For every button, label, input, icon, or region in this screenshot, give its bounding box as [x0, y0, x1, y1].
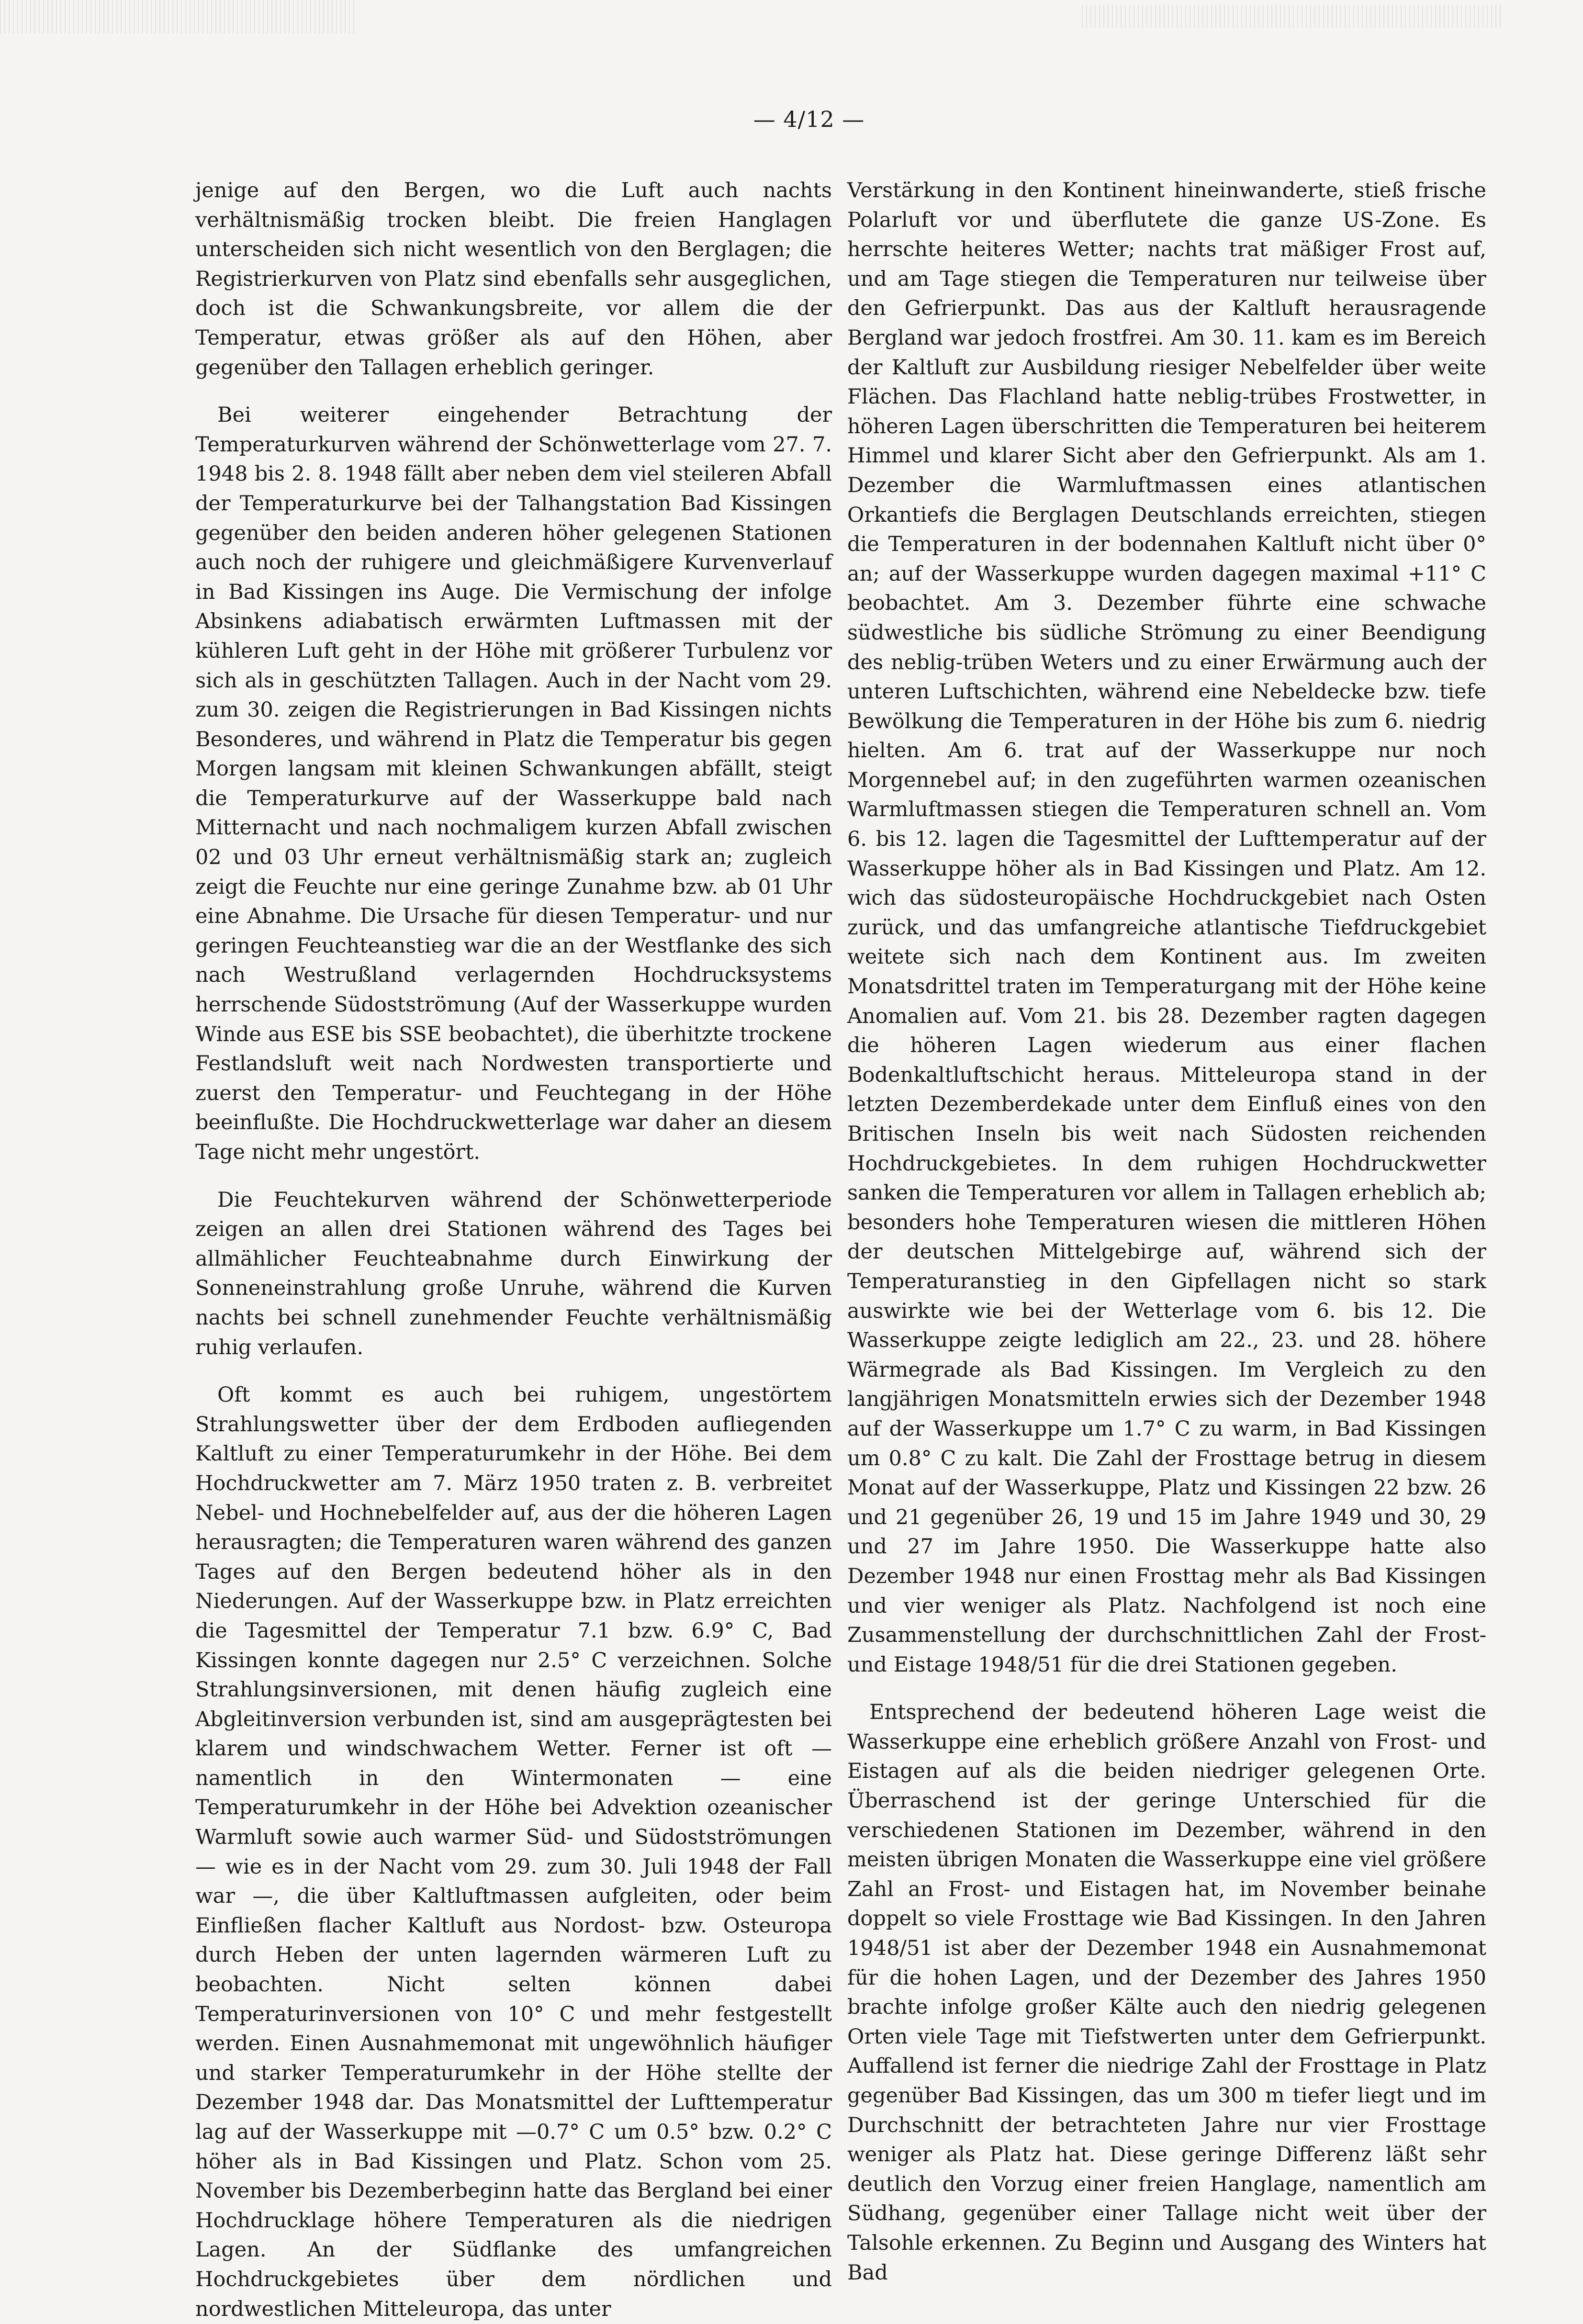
right-column: [847, 176, 1486, 2288]
paragraph: Oft kommt es auch bei ruhigem, ungestörtem Strahlungswetter über der dem Erdboden aufliegenden Kaltluft zu einer Temperaturumkehr in der Höhe. Bei dem Hochdruckwetter am 7. März 1950 traten z. B. verbreitet Nebel- und Hochnebelfelder auf, aus der die höheren Lagen herausragten; die Temperaturen waren während des ganzen Tages auf den Bergen bedeutend höher als in den Niederungen. Auf der Wasserkuppe bzw. in Platz erreichten die Tagesmittel der Temperatur 7.1 bzw. 6.9° C, Bad Kissingen konnte dagegen nur 2.5° C verzeichnen. Solche Strahlungsinversionen, mit denen häufig zugleich eine Abgleitinversion verbunden ist, sind am ausgeprägtesten bei klarem und windschwachem Wetter. Ferner ist oft — namentlich in den Wintermonaten — eine Temperaturumkehr in der Höhe bei Advektion ozeanischer Warmluft sowie auch warmer Süd- und Südostströmungen — wie es in der Nacht vom 29. zum 30. Juli 1948 der Fall war —, die über Kaltluftmassen aufgleiten, oder beim Einfließen flacher Kaltluft aus Nordost- bzw. Osteuropa durch Heben der unten lagernden wärmeren Luft zu beobachten. Nicht selten können dabei Temperaturinversionen von 10° C und mehr festgestellt werden. Einen Ausnahmemonat mit ungewöhnlich häufiger und starker Temperaturumkehr in der Höhe stellte der Dezember 1948 dar. Das Monatsmittel der Lufttemperatur lag auf der Wasserkuppe mit —0.7° C um 0.5° bzw. 0.2° C höher als in Bad Kissingen und Platz. Schon vom 25. November bis Dezemberbeginn hatte das Bergland bei einer Hochdrucklage höhere Temperaturen als die niedrigen Lagen. An der Südflanke des umfangreichen Hochdruckgebietes über dem nördlichen und nordwestlichen Mitteleuropa, das unter: [195, 1383, 832, 2321]
paragraph: Entsprechend der bedeutend höheren Lage weist die Wasserkuppe eine erheblich größere Anzahl von Frost- und Eistagen auf als die beiden niedriger gelegenen Orte. Überraschend ist der geringe Unterschied für die verschiedenen Stationen im Dezember, während in den meisten übrigen Monaten die Wasserkuppe eine viel größere Zahl an Frost- und Eistagen hat, im November beinahe doppelt so viele Frosttage wie Bad Kissingen. In den Jahren 1948/51 ist aber der Dezember 1948 ein Ausnahmemonat für die hohen Lagen, und der Dezember des Jahres 1950 brachte infolge großer Kälte auch den niedrig gelegenen Orten viele Tage mit Tiefstwerten unter dem Gefrierpunkt. Auffallend ist ferner die niedrige Zahl der Frosttage in Platz gegenüber Bad Kissingen, das um 300 m tiefer liegt und im Durchschnitt der betrachteten Jahre nur vier Frosttage weniger als Platz hat. Diese geringe Differenz läßt sehr deutlich den Vorzug einer freien Hanglage, namentlich am Südhang, gegenüber einer Tallage nicht weit über der Talsohle erkennen. Zu Beginn und Ausgang des Winters hat Bad: [847, 1700, 1486, 2285]
paragraph: Bei weiterer eingehender Betrachtung der Temperaturkurven während der Schönwetterlage vom 27. 7. 1948 bis 2. 8. 1948 fällt aber neben dem viel steileren Abfall der Temperaturkurve bei der Talhangstation Bad Kissingen gegenüber den beiden anderen höher gelegenen Stationen auch noch der ruhigere und gleichmäßigere Kurvenverlauf in Bad Kissingen ins Auge. Die Vermischung der infolge Absinkens adiabatisch erwärmten Luftmassen mit der kühleren Luft geht in der Höhe mit größerer Turbulenz vor sich als in geschützten Tallagen. Auch in der Nacht vom 29. zum 30. zeigen die Registrierungen in Bad Kissingen nichts Besonderes, und während in Platz die Temperatur bis gegen Morgen langsam mit kleinen Schwankungen abfällt, steigt die Temperaturkurve auf der Wasserkuppe bald nach Mitternacht und nach nochmaligem kurzen Abfall zwischen 02 und 03 Uhr erneut verhältnismäßig stark an; zugleich zeigt die Feuchte nur eine geringe Zunahme bzw. ab 01 Uhr eine Abnahme. Die Ursache für diesen Temperatur- und nur geringen Feuchteanstieg war die an der Westflanke des sich nach Westrußland verlagernden Hochdrucksystems herrschende Südostströmung (Auf der Wasserkuppe wurden Winde aus ESE bis SSE beobachtet), die überhitzte trockene Festlandsluft weit nach Nordwesten transportierte und zuerst den Temperatur- und Feuchtegang in der Höhe beeinflußte. Die Hochdruckwetterlage war daher an diesem Tage nicht mehr ungestört.: [195, 403, 832, 1164]
scan-noise-top-left: [0, 0, 354, 34]
page-number: — 4/12 —: [753, 106, 865, 132]
paragraph: jenige auf den Bergen, wo die Luft auch nachts verhältnismäßig trocken bleibt. Die freien Hanglagen unterscheiden sich nicht wesentlich von den Berglagen; die Registrierkurven von Platz sind ebenfalls sehr ausgeglichen, doch ist die Schwankungsbreite, vor allem die der Temperatur, etwas größer als auf den Höhen, aber gegenüber den Tallagen erheblich geringer.: [195, 179, 832, 380]
scan-noise-top-right: [1082, 5, 1503, 28]
paragraph: Verstärkung in den Kontinent hineinwanderte, stieß frische Polarluft vor und überflutete die ganze US-Zone. Es herrschte heiteres Wetter; nachts trat mäßiger Frost auf, und am Tage stiegen die Temperaturen nur teilweise über den Gefrierpunkt. Das aus der Kaltluft herausragende Bergland war jedoch frostfrei. Am 30. 11. kam es im Bereich der Kaltluft zur Ausbildung riesiger Nebelfelder über weite Flächen. Das Flachland hatte neblig-trübes Frostwetter, in höheren Lagen überschritten die Temperaturen bei heiterem Himmel und klarer Sicht aber den Gefrierpunkt. Als am 1. Dezember die Warmluftmassen eines atlantischen Orkantiefs die Berglagen Deutschlands erreichten, stiegen die Temperaturen in der bodennahen Kaltluft nicht über 0° an; auf der Wasserkuppe wurden dagegen maximal +11° C beobachtet. Am 3. Dezember führte eine schwache südwestliche bis südliche Strömung zu einer Beendigung des neblig-trüben Weters und zu einer Erwärmung auch der unteren Luftschichten, während eine Nebeldecke bzw. tiefe Bewölkung die Temperaturen in der Höhe bis zum 6. niedrig hielten. Am 6. trat auf der Wasserkuppe nur noch Morgennebel auf; in den zugeführten warmen ozeanischen Warmluftmassen stiegen die Temperaturen schnell an. Vom 6. bis 12. lagen die Tagesmittel der Lufttemperatur auf der Wasserkuppe höher als in Bad Kissingen und Platz. Am 12. wich das südosteuropäische Hochdruckgebiet nach Osten zurück, und das umfangreiche atlantische Tiefdruckgebiet weitete sich nach dem Kontinent aus. Im zweiten Monatsdrittel traten im Temperaturgang mit der Höhe keine Anomalien auf. Vom 21. bis 28. Dezember ragten dagegen die höheren Lagen wiederum aus einer flachen Bodenkaltluftschicht heraus. Mitteleuropa stand in der letzten Dezemberdekade unter dem Einfluß eines von den Britischen Inseln bis weit nach Südosten reichenden Hochdruckgebietes. In dem ruhigen Hochdruckwetter sanken die Temperaturen vor allem in Tallagen erheblich ab; besonders hohe Temperaturen wiesen die mittleren Höhen der deutschen Mittelgebirge auf, während sich der Temperaturanstieg in den Gipfellagen nicht so stark auswirkte wie bei der Wetterlage vom 6. bis 12. Die Wasserkuppe zeigte lediglich am 22., 23. und 28. höhere Wärmegrade als Bad Kissingen. Im Vergleich zu den langjährigen Monatsmitteln erwies sich der Dezember 1948 auf der Wasserkuppe um 1.7° C zu warm, in Bad Kissingen um 0.8° C zu kalt. Die Zahl der Frosttage betrug in diesem Monat auf der Wasserkuppe, Platz und Kissingen 22 bzw. 26 und 21 gegenüber 26, 19 und 15 im Jahre 1949 und 30, 29 und 27 im Jahre 1950. Die Wasserkuppe hatte also Dezember 1948 nur einen Frosttag mehr als Bad Kissingen und vier weniger als Platz. Nachfolgend ist noch eine Zusammenstellung der durchschnittlichen Zahl der Frost- und Eistage 1948/51 für die drei Stationen gegeben.: [847, 179, 1486, 1677]
left-column: [195, 176, 832, 2324]
paragraph: Die Feuchtekurven während der Schönwetterperiode zeigen an allen drei Stationen während des Tages bei allmählicher Feuchteabnahme durch Einwirkung der Sonneneinstrahlung große Unruhe, während die Kurven nachts bei schnell zunehmender Feuchte verhältnismäßig ruhig verlaufen.: [195, 1188, 832, 1359]
